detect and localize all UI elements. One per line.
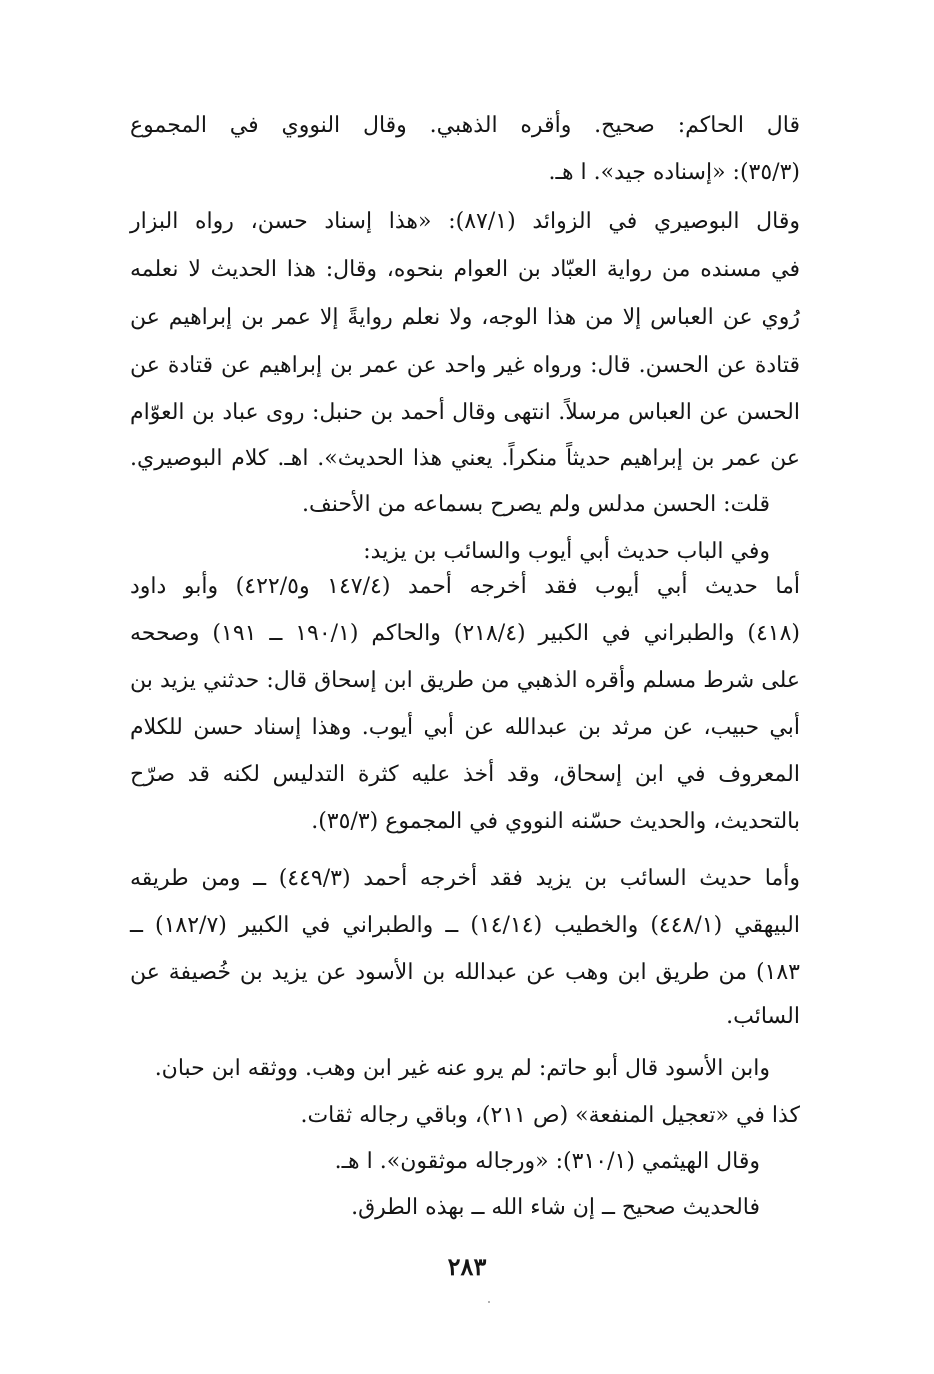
text-line: ١٨٣) من طريق ابن وهب عن عبدالله بن الأسود عن يزيد بن خُصيفة عن	[130, 960, 800, 985]
text-line: البيهقي (٤٤٨/١) والخطيب (١٤/١٤) ــ والطبراني في الكبير (١٨٢/٧) ــ	[130, 913, 800, 938]
text-line: أبي حبيب، عن مرثد بن عبدالله عن أبي أيوب. وهذا إسناد حسن للكلام	[130, 715, 800, 740]
text-line: على شرط مسلم وأقره الذهبي من طريق ابن إسحاق قال: حدثني يزيد بن	[130, 668, 800, 693]
text-line: المعروف في ابن إسحاق، وقد أخذ عليه كثرة التدليس لكنه قد صرّح	[130, 762, 800, 787]
text-line: رُوي عن العباس إلا من هذا الوجه، ولا نعلم روايةً إلا عمر بن إبراهيم عن	[130, 305, 800, 330]
text-line: (٤١٨) والطبراني في الكبير (٢١٨/٤) والحاكم (١٩٠/١ ــ ١٩١) وصححه	[130, 621, 800, 646]
text-line: في مسنده من رواية العبّاد بن العوام بنحوه، وقال: هذا الحديث لا نعلمه	[130, 257, 800, 282]
page-number: ٢٨٣	[447, 1252, 487, 1281]
text-line: قلت: الحسن مدلس ولم يصرح بسماعه من الأحنف.	[301, 492, 770, 517]
text-line: وقال الهيثمي (٣١٠/١): «ورجاله موثقون». ا هـ.	[334, 1149, 760, 1174]
text-line: الحسن عن العباس مرسلاً. انتهى وقال أحمد بن حنبل: روى عباد بن العوّام	[130, 400, 800, 425]
text-line: وأما حديث السائب بن يزيد فقد أخرجه أحمد (٤٤٩/٣) ــ ومن طريقه	[130, 866, 800, 891]
text-line: وفي الباب حديث أبي أيوب والسائب بن يزيد:	[363, 539, 770, 564]
text-line: السائب.	[726, 1004, 800, 1029]
text-line: قتادة عن الحسن. قال: ورواه غير واحد عن عمر بن إبراهيم عن قتادة عن	[130, 353, 800, 378]
text-line: (٣٥/٣): «إسناده جيد». ا هـ.	[548, 160, 800, 185]
speck-mark	[488, 1301, 490, 1303]
text-line: أما حديث أبي أيوب فقد أخرجه أحمد (١٤٧/٤ و٤٢٢/٥) وأبو داود	[130, 574, 801, 599]
text-line: عن عمر بن إبراهيم حديثاً منكراً. يعني هذا الحديث». اهـ. كلام البوصيري.	[130, 446, 800, 471]
text-line: بالتحديث، والحديث حسّنه النووي في المجموع (٣٥/٣).	[311, 809, 800, 834]
text-line: قال الحاكم: صحيح. وأقره الذهبي. وقال النووي في المجموع	[130, 113, 800, 138]
text-line: وابن الأسود قال أبو حاتم: لم يرو عنه غير ابن وهب. ووثقه ابن حبان.	[154, 1056, 770, 1081]
text-line: فالحديث صحيح ــ إن شاء الله ــ بهذه الطرق.	[351, 1195, 760, 1220]
text-line: كذا في «تعجيل المنفعة» (ص ٢١١)، وباقي رجاله ثقات.	[300, 1103, 800, 1128]
text-line: وقال البوصيري في الزوائد (٨٧/١): «هذا إسناد حسن، رواه البزار	[130, 209, 801, 234]
